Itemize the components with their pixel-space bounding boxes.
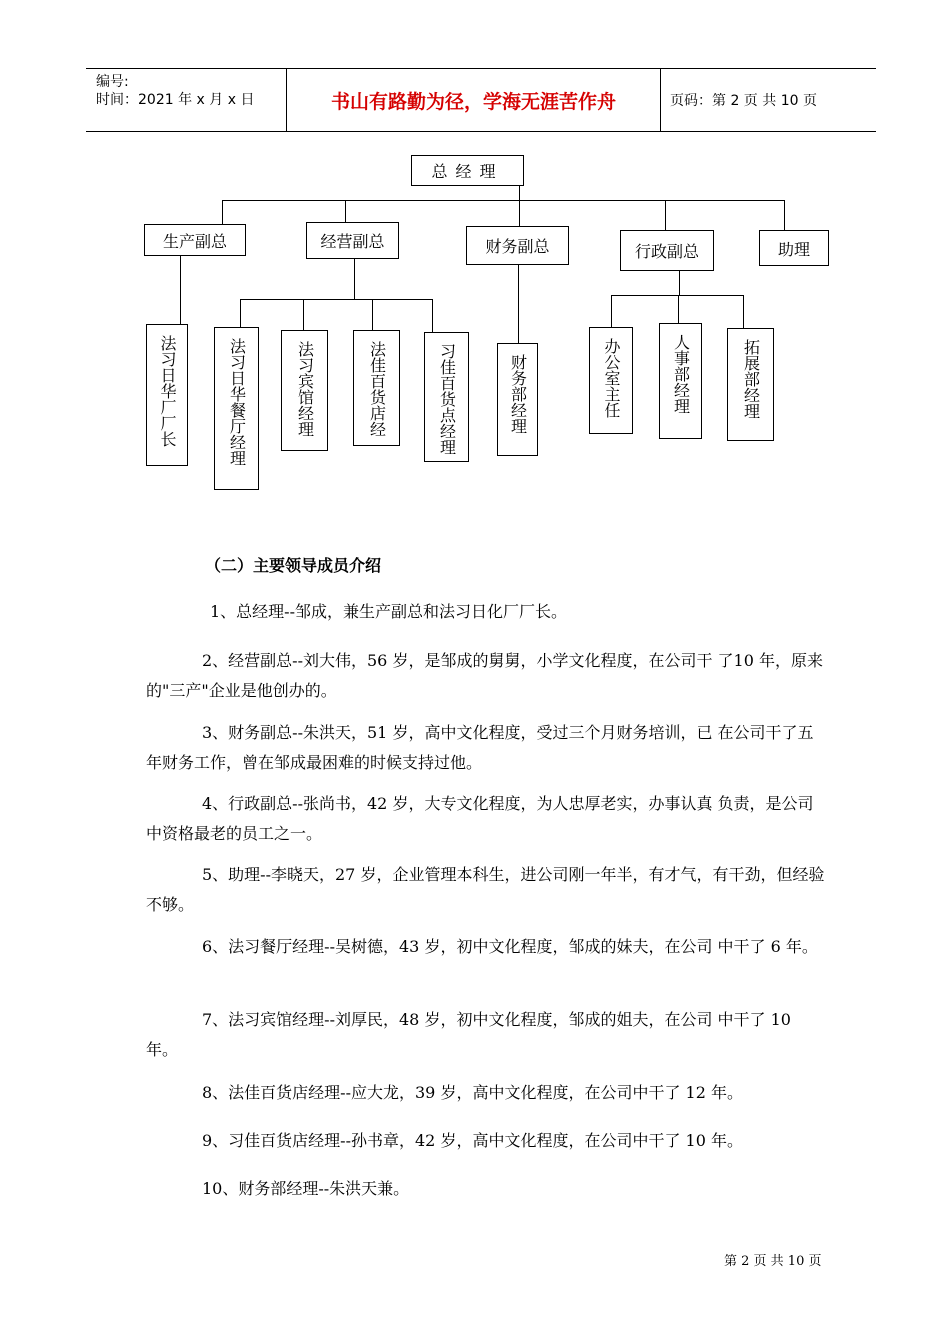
org-sub-store-a: 法佳百货店经 (353, 330, 400, 446)
page-header (86, 68, 876, 132)
org-vp-production: 生产副总 (144, 224, 246, 256)
item-2: 2、经营副总--刘大伟，56 岁，是邹成的舅舅，小学文化程度，在公司干 了10 年，原来的"三产"企业是他创办的。 (146, 651, 823, 700)
item-9: 9、习佳百货店经理--孙书章，42 岁，高中文化程度，在公司中干了 10 年。 (202, 1131, 743, 1150)
item-1: 1、总经理--邹成，兼生产副总和法习日化厂厂长。 (210, 602, 567, 621)
org-sub-office: 办公室主任 (589, 327, 633, 434)
page-footer: 第 2 页 共 10 页 (724, 1254, 822, 1269)
org-sub-hotel: 法习宾馆经理 (281, 330, 328, 451)
org-assistant: 助理 (759, 230, 829, 266)
org-sub-restaurant: 法习日华餐厅经理 (214, 327, 259, 490)
time-label: 时间：2021 年 x 月 x 日 (96, 92, 255, 108)
section-title: （二）主要领导成员介绍 (205, 556, 382, 575)
item-7: 7、法习宾馆经理--刘厚民，48 岁，初中文化程度，邹成的姐夫，在公司 中干了 10 年。 (146, 1010, 791, 1059)
number-label: 编号: (96, 74, 129, 90)
org-sub-expansion: 拓展部经理 (727, 328, 774, 441)
item-3: 3、财务副总--朱洪天，51 岁，高中文化程度，受过三个月财务培训，已 在公司干了五年财务工作，曾在邹成最困难的时候支持过他。 (146, 723, 814, 772)
org-sub-hr: 人事部经理 (659, 323, 702, 439)
org-vp-operations: 经营副总 (306, 222, 399, 259)
org-sub-store-b: 习佳百货点经理 (424, 332, 469, 462)
item-10: 10、财务部经理--朱洪天兼。 (202, 1179, 410, 1198)
org-top-box: 总经理 (411, 155, 524, 186)
org-vp-admin: 行政副总 (620, 230, 714, 271)
org-sub-finance: 财务部经理 (497, 343, 538, 456)
item-4: 4、行政副总--张尚书，42 岁，大专文化程度，为人忠厚老实，办事认真 负责，是公司中资格最老的员工之一。 (146, 794, 814, 843)
page-label: 页码：第 2 页 共 10 页 (670, 93, 817, 109)
item-8: 8、法佳百货店经理--应大龙，39 岁，高中文化程度，在公司中干了 12 年。 (202, 1083, 743, 1102)
header-meta-cell (86, 69, 287, 131)
org-sub-factory: 法习日华厂厂长 (146, 324, 188, 466)
org-vp-finance: 财务副总 (466, 226, 569, 265)
item-5: 5、助理--李晓天，27 岁，企业管理本科生，进公司刚一年半，有才气，有干劲，但经验不够。 (146, 865, 825, 914)
item-6: 6、法习餐厅经理--吴树德，43 岁，初中文化程度，邹成的妹夫，在公司 中干了 6 年。 (202, 937, 818, 956)
motto: 书山有路勤为径，学海无涯苦作舟 (287, 69, 661, 131)
